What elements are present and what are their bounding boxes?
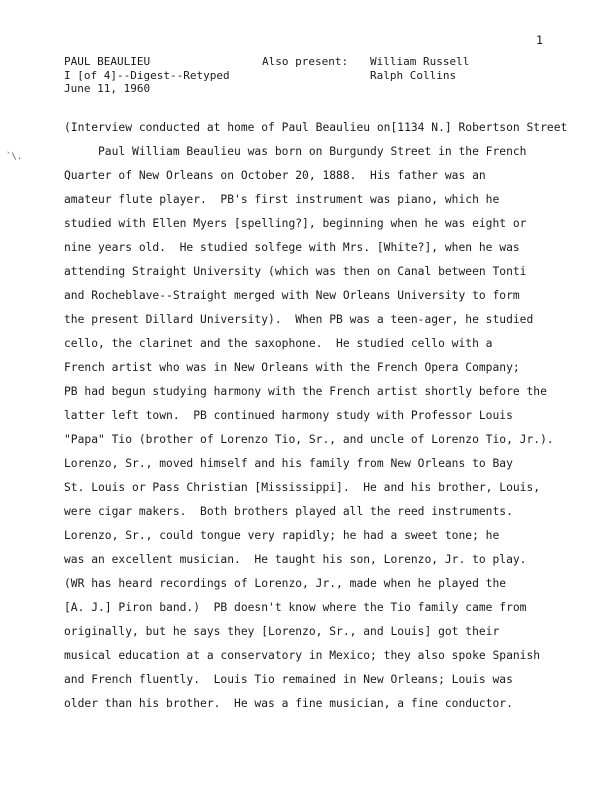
header-block <box>64 55 230 96</box>
present-name: William Russell <box>370 55 470 68</box>
interview-body <box>64 116 606 716</box>
body-line: were cigar makers. Both brothers played all the reed instruments. <box>64 505 513 518</box>
body-line: Lorenzo, Sr., moved himself and his family from New Orleans to Bay <box>64 457 513 470</box>
body-line: and French fluently. Louis Tio remained in New Orleans; Louis was <box>64 673 513 686</box>
margin-mark: `\. <box>6 152 23 162</box>
body-line: Paul William Beaulieu was born on Burgundy Street in the French <box>64 145 527 158</box>
also-present-row <box>262 55 469 69</box>
body-line: PB had begun studying harmony with the French artist shortly before the <box>64 385 547 398</box>
body-line: [A. J.] Piron band.) PB doesn't know where the Tio family came from <box>64 601 527 614</box>
body-line: "Papa" Tio (brother of Lorenzo Tio, Sr., and uncle of Lorenzo Tio, Jr.). <box>64 433 554 446</box>
body-line: studied with Ellen Myers [spelling?], beginning when he was eight or <box>64 217 527 230</box>
body-line: St. Louis or Pass Christian [Mississippi]. He and his brother, Louis, <box>64 481 541 494</box>
body-line: cello, the clarinet and the saxophone. He studied cello with a <box>64 337 493 350</box>
body-line: amateur flute player. PB's first instrument was piano, which he <box>64 193 500 206</box>
interview-date: June 11, 1960 <box>64 82 151 95</box>
body-line: attending Straight University (which was then on Canal between Tonti <box>64 265 527 278</box>
body-line: and Rocheblave--Straight merged with New Orleans University to form <box>64 289 520 302</box>
also-present-label: Also present: <box>262 55 349 68</box>
body-line: (Interview conducted at home of Paul Beaulieu on[1134 N.] Robertson Street <box>64 121 568 134</box>
body-line: (WR has heard recordings of Lorenzo, Jr., made when he played the <box>64 577 507 590</box>
present-name: Ralph Collins <box>370 68 457 82</box>
body-line: Lorenzo, Sr., could tongue very rapidly; he had a sweet tone; he <box>64 529 500 542</box>
body-line: Quarter of New Orleans on October 20, 1888. His father was an <box>64 169 486 182</box>
body-line: French artist who was in New Orleans with the French Opera Company; <box>64 361 520 374</box>
tape-info: I [of 4]--Digest--Retyped <box>64 68 230 82</box>
body-line: originally, but he says they [Lorenzo, Sr., and Louis] got their <box>64 625 500 638</box>
body-line: the present Dillard University). When PB was a teen-ager, he studied <box>64 313 534 326</box>
body-line: nine years old. He studied solfege with Mrs. [White?], when he was <box>64 241 520 254</box>
body-line: latter left town. PB continued harmony study with Professor Louis <box>64 409 513 422</box>
also-present-block <box>262 55 469 82</box>
page-number: 1 <box>536 33 543 47</box>
body-line: musical education at a conservatory in Mexico; they also spoke Spanish <box>64 649 541 662</box>
body-line: was an excellent musician. He taught his son, Lorenzo, Jr. to play. <box>64 553 527 566</box>
interviewee-name: PAUL BEAULIEU <box>64 55 151 68</box>
body-line: older than his brother. He was a fine musician, a fine conductor. <box>64 697 513 710</box>
